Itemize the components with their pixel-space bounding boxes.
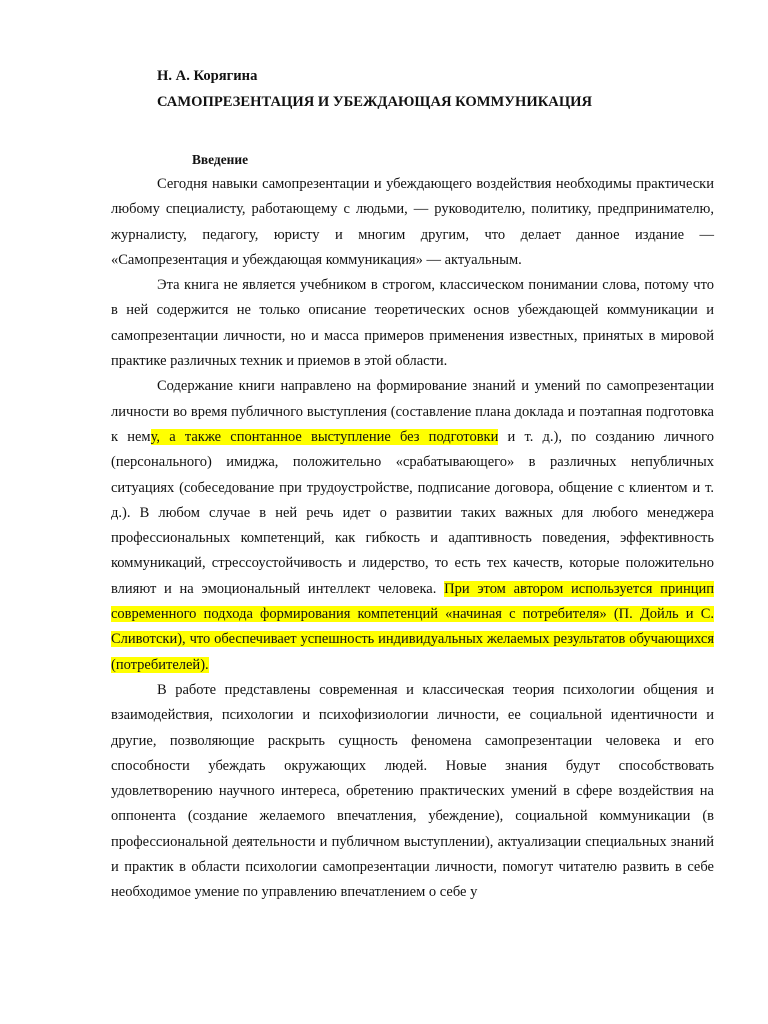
paragraph-3 [111, 374, 714, 678]
document-title: САМОПРЕЗЕНТАЦИЯ И УБЕЖДАЮЩАЯ КОММУНИКАЦИЯ [157, 94, 593, 110]
highlighted-text-1: у, а также спонтанное выступление без подготовки [150, 428, 499, 445]
section-heading: Введение [192, 152, 249, 167]
highlighted-text-2: При этом автором используется принцип современного подхода формирования компетенций «начиная с потребителя» (П. Дойль и С. Сливотски), что обеспечивает успешность индивидуальных желаемых результатов обучающихся (потребителей). [111, 580, 714, 673]
paragraph-2: Эта книга не является учебником в строгом, классическом понимании слова, потому что в ней содержится не только описание теоретических основ убеждающей коммуникации и самопрезентации личности, но и масса примеров применения известных, принятых в мировой практике различных техник и приемов в этой области. [111, 277, 714, 370]
paragraph-3-text-2: и т. д.), по созданию личного (персонального) имиджа, положительно «срабатывающего» в различных непубличных ситуациях (собеседование при трудоустройстве, подписание договора, общение с клиентом и т. д.). В любом случае в ней речь идет о развитии таких важных для любого менеджера профессиональных компетенций, как гибкость и адаптивность поведения, эффективность коммуникаций, стрессоустойчивость и лидерство, то есть тех качеств, которые положительно влияют и на эмоциональный интеллект человека. [111, 428, 714, 597]
author-name: Н. А. Корягина [157, 68, 258, 84]
paragraph-3-text-1: Содержание книги направлено на формирование знаний и умений по самопрезентации личности во время публичного выступления (составление плана доклада и поэтапная подготовка к нем [111, 378, 714, 445]
paragraph-1: Сегодня навыки самопрезентации и убеждающего воздействия необходимы практически любому специалисту, работающему с людьми, — руководителю, политику, предпринимателю, журналисту, педагогу, юристу и многим другим, что делает данное издание — «Самопрезентация и убеждающая коммуникация» — актуальным. [111, 176, 714, 268]
document-body [111, 172, 714, 906]
paragraph-4: В работе представлены современная и классическая теория психологии общения и взаимодействия, психологии и психофизиологии личности, ее социальной идентичности и другие, позволяющие раскрыть сущность феномена самопрезентации человека и его способности убеждать окружающих людей. Новые знания будут способствовать удовлетворению научного интереса, обретению практических умений в сфере воздействия на оппонента (создание желаемого впечатления, убеждение), социальной коммуникации (в профессиональной деятельности и публичном выступлении), актуализации специальных знаний и практик в области психологии самопрезентации личности, помогут читателю развить в себе необходимое умение по управлению впечатлением о себе у [111, 681, 714, 901]
